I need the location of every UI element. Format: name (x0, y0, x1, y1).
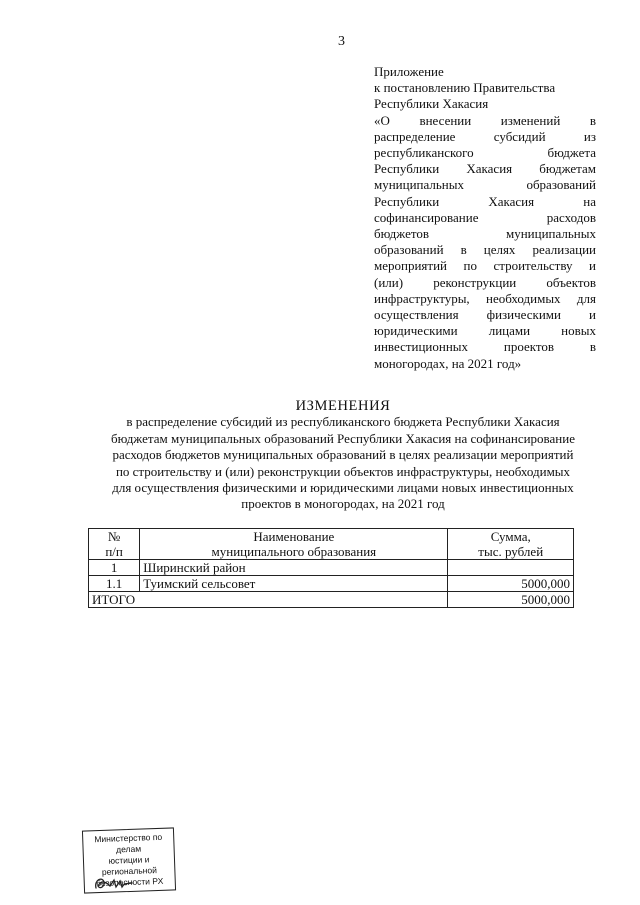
stamp-line: юстиции и региональной (101, 854, 158, 877)
row-num: 1.1 (89, 576, 140, 592)
appendix-line: к постановлению Правительства (374, 80, 556, 96)
appendix-line: софинансирование расходов (374, 209, 596, 225)
description-line: по строительству и (или) реконструкции объектов инфраструктуры, необходимых (115, 463, 571, 479)
total-label: ИТОГО (89, 592, 448, 608)
description-line: расходов бюджетов муниципальных образований в целях реализации мероприятий (112, 447, 574, 463)
title-block (70, 398, 616, 513)
subsidy-table (88, 528, 574, 608)
appendix-line: (или) реконструкции объектов (374, 274, 596, 290)
appendix-line: Республики Хакасия бюджетам (374, 161, 596, 177)
row-name: Ширинский район (140, 560, 448, 576)
document-title: ИЗМЕНЕНИЯ (295, 398, 391, 414)
appendix-line: Республики Хакасия (374, 96, 489, 112)
stamp-line: безопасности РХ (96, 875, 164, 889)
header-sum-line-2: тыс. рублей (478, 544, 544, 559)
row-name: Туимский сельсовет (140, 576, 448, 592)
description-line: проектов в моногородах, на 2021 год (241, 496, 445, 512)
row-sum (448, 560, 574, 576)
table-header-row (89, 529, 574, 560)
appendix-line: моногородах, на 2021 год» (374, 355, 522, 371)
description-line: в распределение субсидий из республиканского бюджета Республики Хакасия (126, 414, 560, 430)
appendix-line: инфраструктуры, необходимых для (374, 290, 596, 306)
appendix-line: осуществления физическими и (374, 307, 596, 323)
header-name-line-1: Наименование (253, 529, 335, 544)
header-name-line-2: муниципального образования (211, 544, 377, 559)
row-sum: 5000,000 (448, 576, 574, 592)
appendix-line: распределение субсидий из (374, 128, 596, 144)
header-sum-line-1: Сумма, (490, 529, 531, 544)
appendix-line: образований в целях реализации (374, 242, 596, 258)
description-line: бюджетам муниципальных образований Республики Хакасия на софинансирование (111, 430, 575, 446)
appendix-line: Приложение (374, 64, 444, 79)
row-num: 1 (89, 560, 140, 576)
handwritten-signature (92, 872, 136, 894)
header-sum (448, 529, 574, 560)
appendix-block (374, 64, 596, 372)
stamp-line: Министерство по делам (94, 831, 163, 855)
description-line: для осуществления физическими и юридическими лицами новых инвестиционных (112, 480, 574, 496)
header-num-line-2: п/п (105, 544, 123, 559)
header-num (89, 529, 140, 560)
page-number: 3 (338, 34, 345, 49)
total-sum: 5000,000 (448, 592, 574, 608)
appendix-line: инвестиционных проектов в (374, 339, 596, 355)
appendix-line: мероприятий по строительству и (374, 258, 596, 274)
appendix-line: «О внесении изменений в (374, 112, 596, 128)
header-num-line-1: № (107, 529, 121, 544)
appendix-line: бюджетов муниципальных (374, 226, 596, 242)
appendix-line: республиканского бюджета (374, 145, 596, 161)
appendix-line: Республики Хакасия на (374, 193, 596, 209)
table-row (89, 576, 574, 592)
header-name (140, 529, 448, 560)
table-row (89, 560, 574, 576)
document-description (70, 414, 616, 512)
appendix-line: муниципальных образований (374, 177, 596, 193)
table-total-row (89, 592, 574, 608)
appendix-line: юридическими лицами новых (374, 323, 596, 339)
